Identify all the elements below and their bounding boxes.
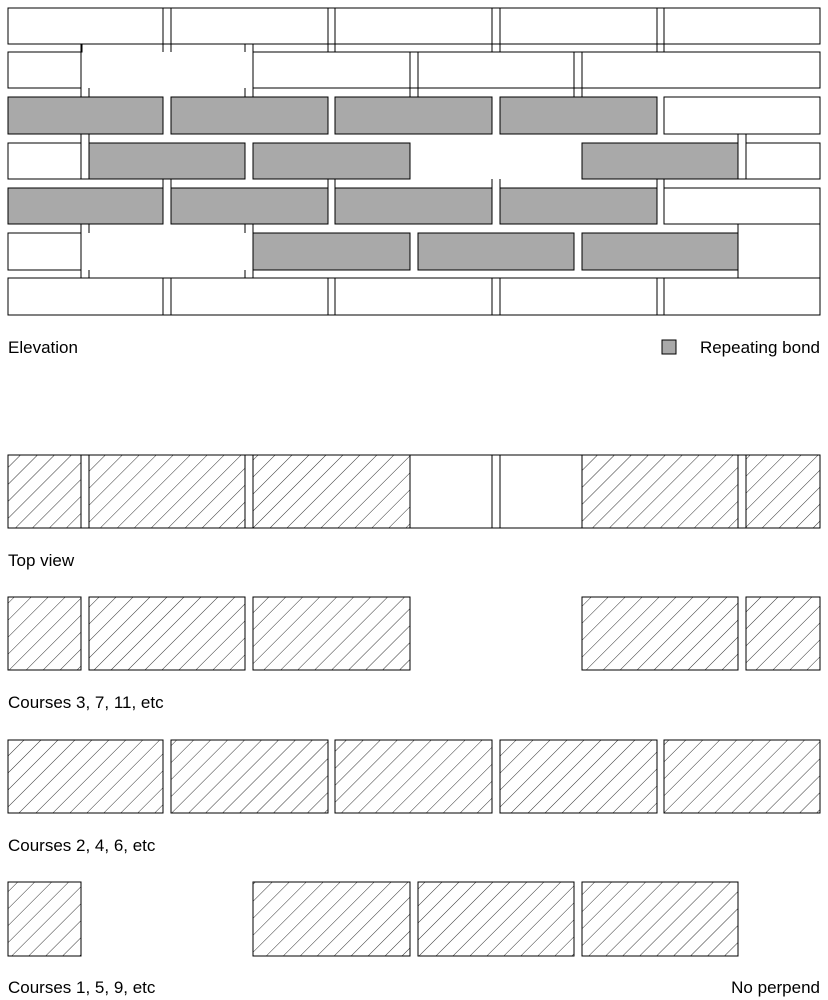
brick (746, 143, 820, 179)
brick (500, 278, 657, 315)
hatched-brick (8, 882, 81, 956)
hatched-brick (582, 455, 738, 528)
elevation-course-row-5 (8, 188, 820, 224)
repeating-brick (582, 233, 738, 270)
hatched-brick (171, 740, 328, 813)
courses-1-5-9-label: Courses 1, 5, 9, etc (8, 978, 156, 997)
elevation-course-row-6 (8, 224, 820, 278)
perpend-joint (574, 52, 582, 88)
repeating-brick (89, 143, 245, 179)
brick (500, 8, 657, 44)
brick (335, 278, 492, 315)
repeating-brick (335, 97, 492, 134)
brick (8, 8, 163, 44)
brick (738, 224, 820, 278)
repeating-brick (500, 188, 657, 224)
repeating-brick (253, 233, 410, 270)
perpend-joint (81, 134, 89, 179)
hatched-brick (746, 455, 820, 528)
repeating-brick (500, 97, 657, 134)
courses-1-5-9-plan (8, 882, 738, 956)
courses-2-4-6-label: Courses 2, 4, 6, etc (8, 836, 156, 855)
brick (664, 8, 820, 44)
brick (171, 278, 328, 315)
hatched-brick (8, 597, 81, 670)
brick (335, 8, 492, 44)
perpend-joint (81, 455, 89, 528)
repeating-brick (582, 143, 738, 179)
perpend-joint (492, 8, 500, 44)
courses-3-7-11-label: Courses 3, 7, 11, etc (8, 693, 164, 712)
no-perpend-label: No perpend (731, 978, 820, 997)
brick (664, 188, 820, 224)
hatched-brick (582, 882, 738, 956)
legend (662, 338, 820, 357)
top-view (8, 455, 820, 528)
repeating-brick (8, 97, 163, 134)
hatched-brick (253, 882, 410, 956)
repeating-brick (8, 188, 163, 224)
hatched-brick (8, 455, 81, 528)
hatched-brick (335, 740, 492, 813)
brick (582, 52, 820, 88)
brick (8, 143, 81, 179)
elevation-course-row-7 (8, 278, 820, 315)
repeating-brick (253, 143, 410, 179)
hatched-brick (500, 740, 657, 813)
brick (8, 52, 81, 88)
repeating-brick (171, 188, 328, 224)
perpend-joint (245, 455, 253, 528)
courses-2-4-6-plan (8, 740, 820, 813)
hatched-brick (664, 740, 820, 813)
hatched-brick (582, 597, 738, 670)
hatched-brick (8, 740, 163, 813)
perpend-joint (163, 8, 171, 44)
top-view-label: Top view (8, 551, 75, 570)
elevation-course-row-4 (8, 134, 820, 179)
brick (664, 278, 820, 315)
courses-3-7-11-plan (8, 597, 820, 670)
hatched-brick (89, 455, 245, 528)
elevation-view (8, 8, 820, 315)
repeating-brick (418, 233, 574, 270)
legend-label: Repeating bond (699, 338, 820, 357)
hatched-brick (253, 597, 410, 670)
perpend-joint (738, 134, 746, 179)
brick (8, 233, 81, 270)
perpend-joint (163, 278, 171, 315)
brick (171, 8, 328, 44)
elevation-course-row-2 (8, 44, 820, 88)
perpend-joint (410, 52, 418, 88)
brick (418, 52, 574, 88)
repeating-brick (335, 188, 492, 224)
brick (664, 97, 820, 134)
elevation-course-row-1 (8, 8, 820, 44)
perpend-joint (81, 44, 82, 52)
perpend-joint (492, 455, 500, 528)
perpend-joint (657, 8, 664, 44)
hatched-brick (418, 882, 574, 956)
elevation-label: Elevation (8, 338, 78, 357)
perpend-joint (328, 278, 335, 315)
brick (253, 52, 410, 88)
elevation-course-row-3 (8, 97, 820, 134)
hatched-brick (89, 597, 245, 670)
perpend-joint (492, 278, 500, 315)
legend-swatch (662, 340, 676, 354)
repeating-brick (171, 97, 328, 134)
hatched-brick (746, 597, 820, 670)
perpend-joint (738, 455, 746, 528)
brick (8, 278, 163, 315)
hatched-brick (253, 455, 410, 528)
perpend-joint (328, 8, 335, 44)
perpend-joint (657, 278, 664, 315)
